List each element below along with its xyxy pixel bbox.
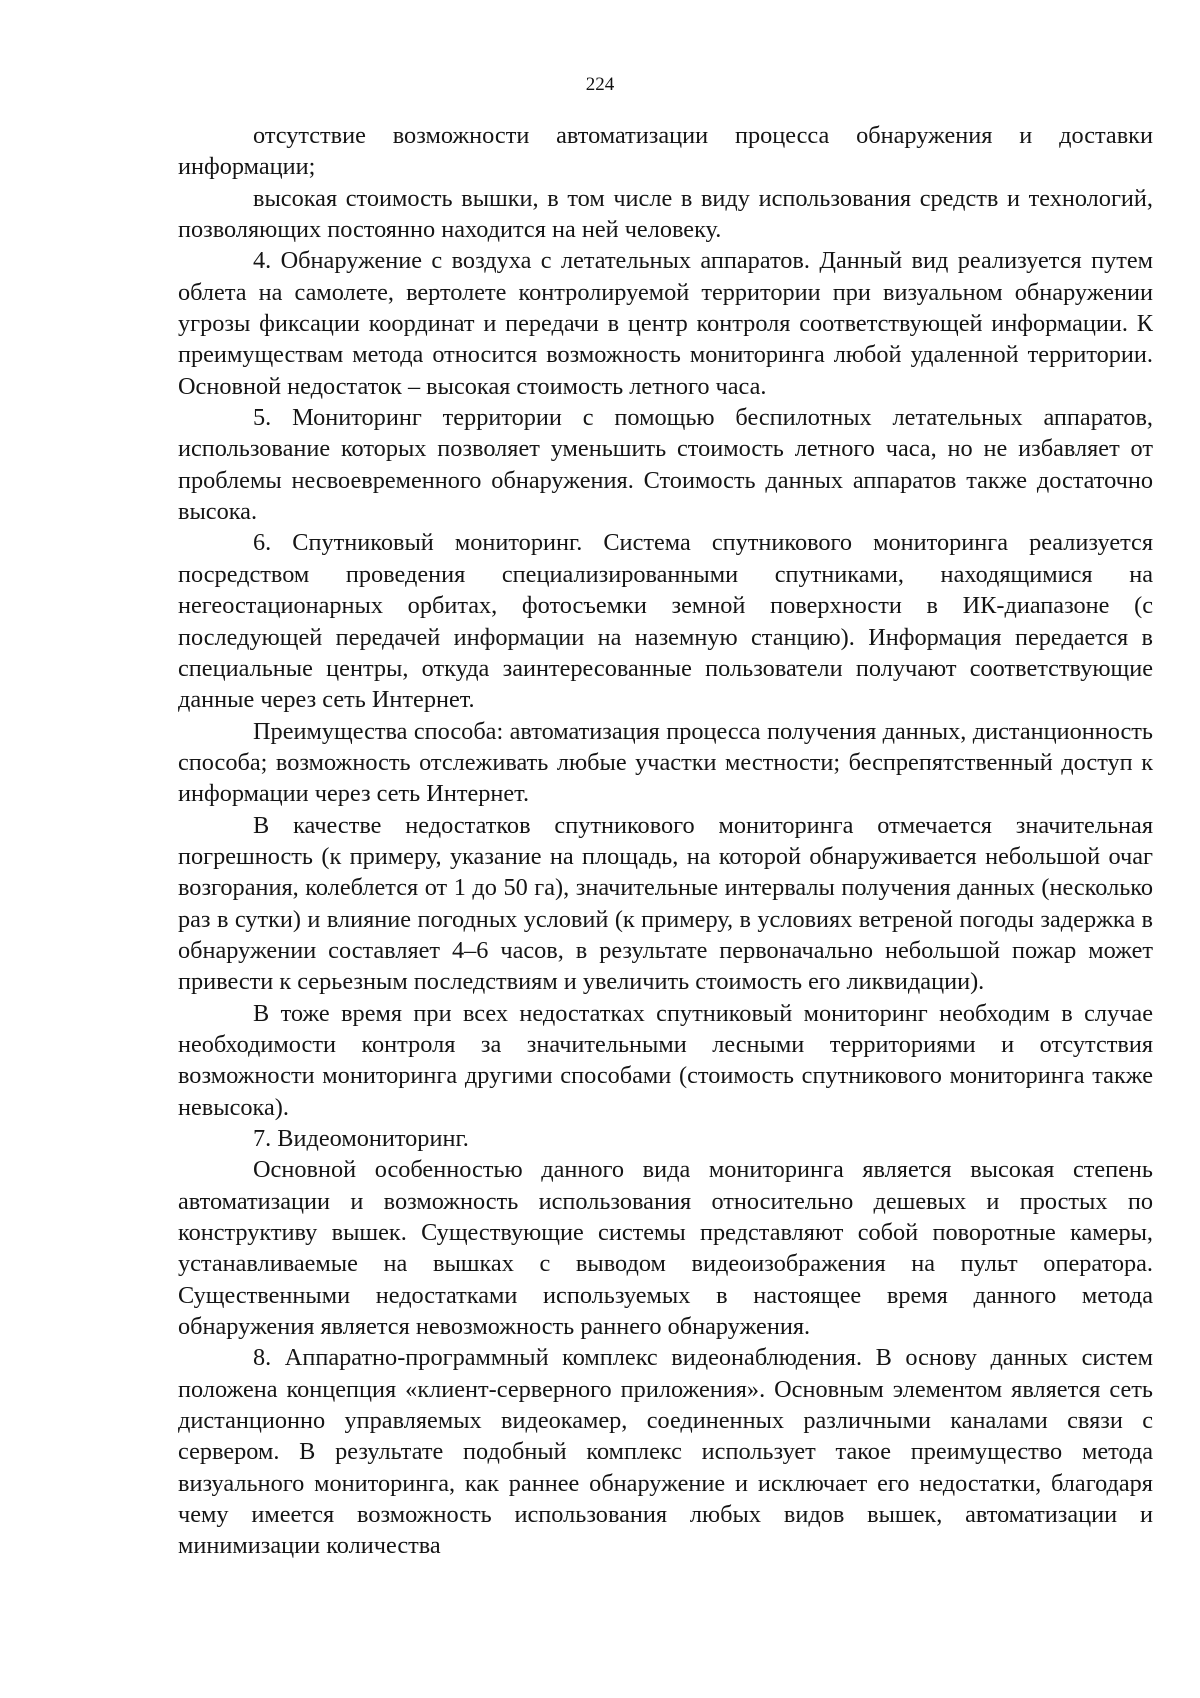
paragraph: отсутствие возможности автоматизации процесса обнаружения и доставки информации;	[178, 122, 1153, 181]
paragraph: 7. Видеомониторинг.	[253, 1125, 469, 1152]
paragraph: 4. Обнаружение с воздуха с летательных аппаратов. Данный вид реализуется путем облета на самолете, вертолете контролируемой территории при визуальном обнаружении угрозы фиксации координат и передачи в центр контроля соответствующей информации. К преимуществам метода относится возможность мониторинга любой удаленной территории. Основной недостаток – высокая стоимость летного часа.	[178, 247, 1153, 400]
paragraph: высокая стоимость вышки, в том числе в виду использования средств и технологий, позволяющих постоянно находится на ней человеку.	[178, 184, 1153, 244]
paragraph: Преимущества способа: автоматизация процесса получения данных, дистанционность способа; возможность отслеживать любые участки местности; беспрепятственный доступ к информации через сеть Интернет.	[178, 717, 1153, 808]
document-body	[178, 120, 1153, 1562]
paragraph: В качестве недостатков спутникового мониторинга отмечается значительная погрешность (к примеру, указание на площадь, на которой обнаруживается небольшой очаг возгорания, колеблется от 1 до 50 га), значительные интервалы получения данных (несколько раз в сутки) и влияние погодных условий (к примеру, в условиях ветреной погоды задержка в обнаружении составляет 4–6 часов, в результате первоначально небольшой пожар может привести к серьезным последствиям и увеличить стоимость его ликвидации).	[178, 811, 1153, 996]
paragraph: Основной особенностью данного вида мониторинга является высокая степень автоматизации и возможность использования относительно дешевых и простых по конструктиву вышек. Существующие системы представляют собой поворотные камеры, устанавливаемые на вышках с выводом видеоизображения на пульт оператора. Существенными недостатками используемых в настоящее время данного метода обнаружения является невозможность раннего обнаружения.	[178, 1156, 1153, 1341]
paragraph: 6. Спутниковый мониторинг. Система спутникового мониторинга реализуется посредством проведения специализированными спутниками, находящимися на негеостационарных орбитах, фотосъемки земной поверхности в ИК-диапазоне (с последующей передачей информации на наземную станцию). Информация передается в специальные центры, откуда заинтересованные пользователи получают соответствующие данные через сеть Интернет.	[178, 529, 1153, 714]
paragraph: 5. Мониторинг территории с помощью беспилотных летательных аппаратов, использование которых позволяет уменьшить стоимость летного часа, но не избавляет от проблемы несвоевременного обнаружения. Стоимость данных аппаратов также достаточно высока.	[178, 404, 1153, 526]
page-number: 224	[585, 74, 615, 95]
paragraph: В тоже время при всех недостатках спутниковый мониторинг необходим в случае необходимости контроля за значительными лесными территориями и отсутствия возможности мониторинга другими способами (стоимость спутникового мониторинга также невысока).	[178, 999, 1153, 1121]
paragraph: 8. Аппаратно-программный комплекс видеонаблюдения. В основу данных систем положена концепция «клиент-серверного приложения». Основным элементом является сеть дистанционно управляемых видеокамер, соединенных различными каналами связи с сервером. В результате подобный комплекс использует такое преимущество метода визуального мониторинга, как раннее обнаружение и исключает его недостатки, благодаря чему имеется возможность использования любых видов вышек, автоматизации и минимизации количества	[178, 1344, 1153, 1560]
